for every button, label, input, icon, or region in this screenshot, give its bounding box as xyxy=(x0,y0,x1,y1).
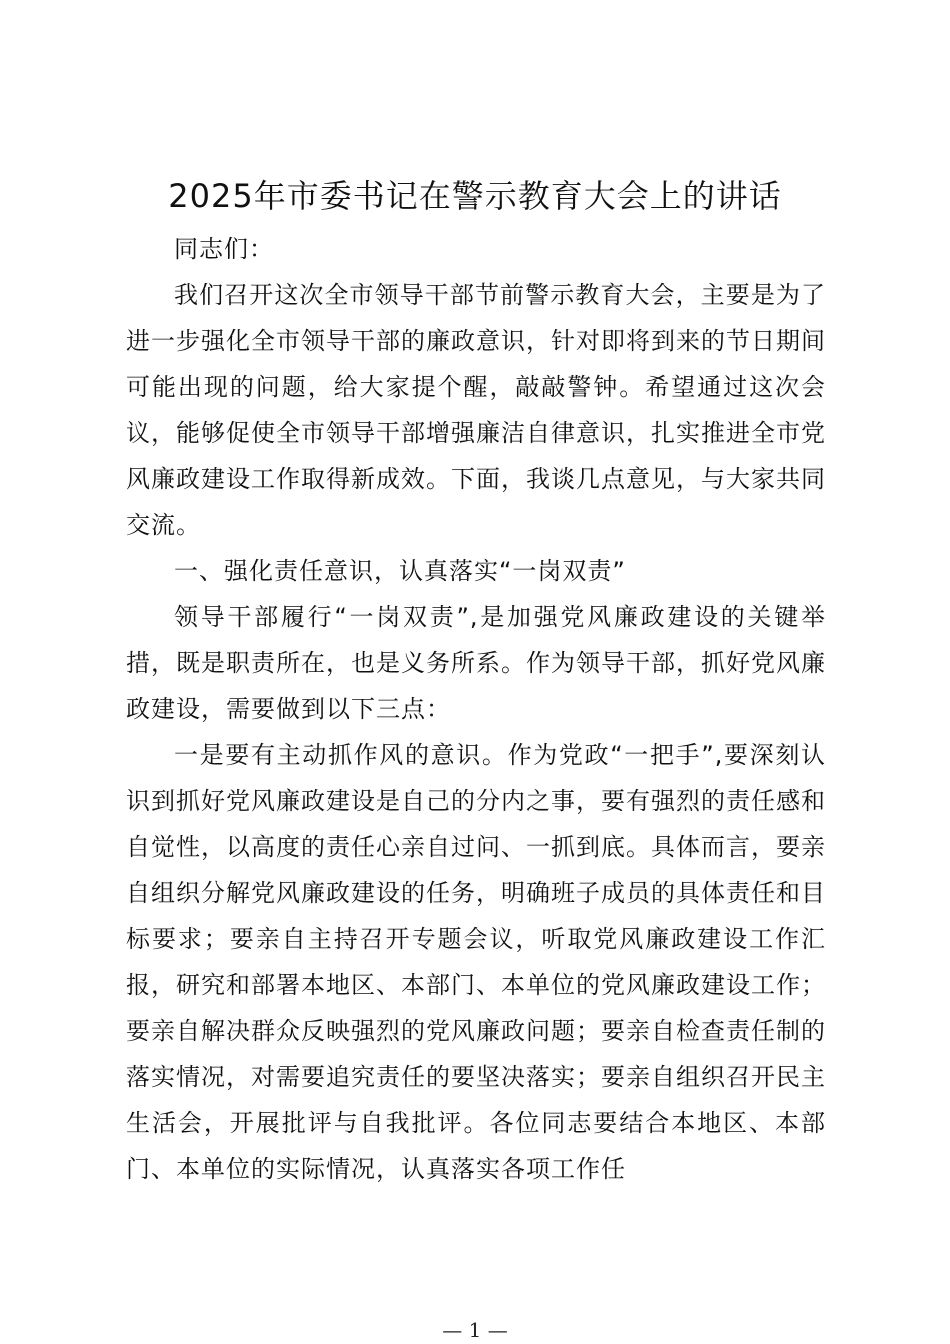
paragraph-point-1: 一是要有主动抓作风的意识。作为党政“一把手”,要深刻认识到抓好党风廉政建设是自己的分内之事，要有强烈的责任感和自觉性，以高度的责任心亲自过问、一抓到底。具体而言，要亲自组织分解党风廉政建设的任务，明确班子成员的具体责任和目标要求；要亲自主持召开专题会议，听取党风廉政建设工作汇报，研究和部署本地区、本部门、本单位的党风廉政建设工作；要亲自解决群众反映强烈的党风廉政问题；要亲自检查责任制的落实情况，对需要追究责任的要坚决落实；要亲自组织召开民主生活会，开展批评与自我批评。各位同志要结合本地区、本部门、本单位的实际情况，认真落实各项工作任 xyxy=(126,741,826,1183)
document-title: 2025年市委书记在警示教育大会上的讲话 xyxy=(168,177,782,215)
section-heading-1: 一、强化责任意识，认真落实“一岗双责” xyxy=(174,557,626,585)
salutation: 同志们： xyxy=(174,235,274,263)
page-number: — 1 — xyxy=(442,1318,508,1342)
paragraph-intro: 我们召开这次全市领导干部节前警示教育大会，主要是为了进一步强化全市领导干部的廉政意识，针对即将到来的节日期间可能出现的问题，给大家提个醒，敲敲警钟。希望通过这次会议，能够促使全市领导干部增强廉洁自律意识，扎实推进全市党风廉政建设工作取得新成效。下面，我谈几点意见，与大家共同交流。 xyxy=(126,281,826,539)
paragraph-section-1-intro: 领导干部履行“一岗双责”,是加强党风廉政建设的关键举措，既是职责所在，也是义务所系。作为领导干部，抓好党风廉政建设，需要做到以下三点： xyxy=(126,603,826,723)
document-body xyxy=(126,226,826,1192)
